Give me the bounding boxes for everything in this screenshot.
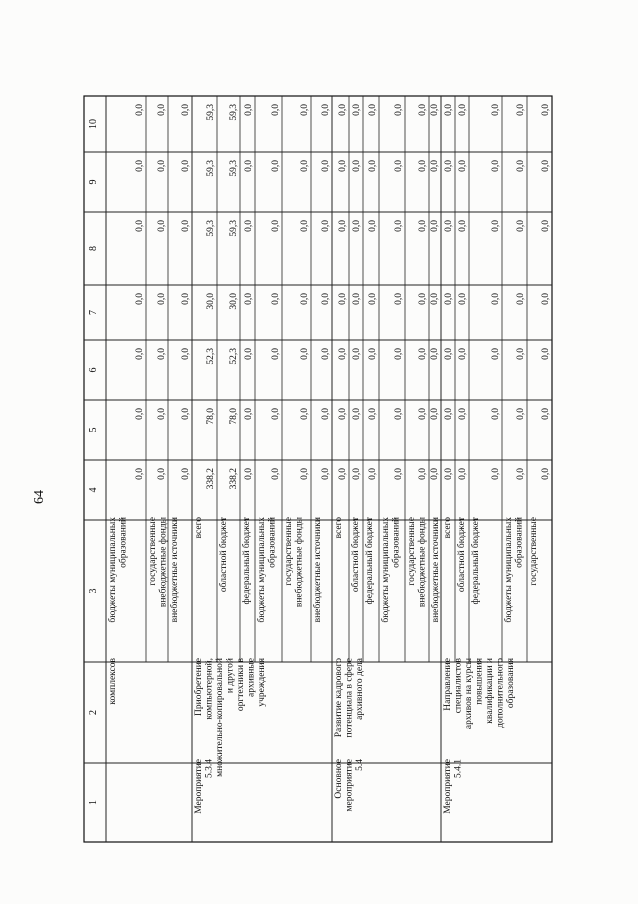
activity-description: потенциала в сфере [344,658,355,738]
table-cell-value: 0,0 [418,160,428,172]
funding-source-label: образований [391,517,402,568]
activity-description: архивов на курсы [464,658,474,730]
activity-code: 5.3.4 [204,759,215,778]
activity-description: архивные [246,658,257,697]
table-cell-value: 0,0 [516,408,526,420]
funding-source-label: бюджеты муниципальных [504,517,514,623]
table-cell-value: 0,0 [541,468,551,480]
funding-source-label: внебюджетные источники [313,517,323,623]
table-cell-value: 0,0 [352,293,362,305]
table-cell-value: 52,3 [206,348,216,365]
table-cell-value: 0,0 [394,220,404,232]
table-cell-value: 0,0 [300,160,310,172]
funding-source-label: внебюджетные фонды [417,517,428,608]
table-cell-value: 0,0 [418,293,428,305]
table-cell-value: 0,0 [491,160,501,172]
table-cell-value: 0,0 [458,104,468,116]
table-cell-value: 0,0 [321,468,331,480]
funding-source-label: всего [334,517,344,539]
table-cell-value: 0,0 [444,160,454,172]
table-cell-value: 0,0 [135,408,145,420]
table-cell-value: 0,0 [181,348,191,360]
table-cell-value: 0,0 [338,468,348,480]
table-cell-value: 0,0 [516,104,526,116]
table-cell-value: 0,0 [352,468,362,480]
activity-description: множительно-копировальной [215,658,225,777]
table-cell-value: 0,0 [458,293,468,305]
column-header: 9 [88,179,99,185]
table-cell-value: 0,0 [181,468,191,480]
funding-source-label: внебюджетные источники [431,517,441,623]
table-cell-value: 0,0 [368,408,378,420]
table-cell-value: 59,3 [229,160,239,177]
activity-description: архивного дела [355,658,365,720]
table-cell-value: 0,0 [516,160,526,172]
funding-source-label: образований [514,517,525,568]
table-cell-value: 0,0 [444,468,454,480]
table-cell-value: 0,0 [181,160,191,172]
table-cell-value: 0,0 [394,104,404,116]
column-header: 3 [88,588,99,594]
table-cell-value: 0,0 [394,408,404,420]
table-cell-value: 0,0 [321,408,331,420]
table-cell-value: 0,0 [300,220,310,232]
funding-source-label: бюджеты муниципальных [108,517,118,623]
page-number: 64 [32,490,47,504]
table-cell-value: 0,0 [244,408,254,420]
table-cell-value: 0,0 [135,468,145,480]
table-cell-value: 0,0 [157,468,167,480]
table-cell-value: 0,0 [516,220,526,232]
table-cell-value: 0,0 [300,293,310,305]
activity-description: квалификации и [485,658,495,724]
table-cell-value: 0,0 [458,408,468,420]
table-cell-value: 0,0 [444,348,454,360]
funding-source-label: федеральный бюджет [471,517,481,605]
table-cell-value: 0,0 [368,104,378,116]
table-cell-value: 0,0 [458,220,468,232]
table-cell-value: 0,0 [321,293,331,305]
column-header: 2 [88,710,99,715]
table-cell-value: 0,0 [418,348,428,360]
table-cell-value: 0,0 [491,408,501,420]
table-cell-value: 0,0 [491,468,501,480]
table-cell-value: 338,2 [206,468,216,490]
table-cell-value: 0,0 [491,220,501,232]
activity-description: комплексов [108,658,118,705]
activity-description: дополнительного [495,658,506,728]
table-cell-value: 0,0 [394,468,404,480]
table-cell-value: 78,0 [229,408,239,425]
funding-source-label: федеральный бюджет [242,517,252,605]
table-cell-value: 0,0 [444,293,454,305]
table-cell-value: 0,0 [181,220,191,232]
table-cell-value: 0,0 [352,408,362,420]
activity-description: Направление [443,658,453,711]
table-cell-value: 0,0 [300,468,310,480]
funding-source-label: бюджеты муниципальных [381,517,391,623]
table-cell-value: 0,0 [338,220,348,232]
table-cell-value: 0,0 [516,348,526,360]
table-cell-value: 0,0 [271,348,281,360]
table-cell-value: 0,0 [271,293,281,305]
table-cell-value: 0,0 [181,293,191,305]
activity-code: 5.4.1 [453,759,464,778]
funding-source-label: областной бюджет [219,517,229,593]
table-cell-value: 0,0 [352,220,362,232]
table-cell-value: 0,0 [157,348,167,360]
table-cell-value: 0,0 [458,468,468,480]
column-header: 4 [88,487,99,493]
table-cell-value: 0,0 [418,220,428,232]
funding-source-label: федеральный бюджет [365,517,375,605]
activity-description: Приобретение [194,658,204,716]
table-cell-value: 0,0 [338,348,348,360]
table-cell-value: 0,0 [352,104,362,116]
table-cell-value: 0,0 [430,160,440,172]
table-cell-value: 0,0 [541,348,551,360]
table-cell-value: 0,0 [430,468,440,480]
table-cell-value: 0,0 [541,408,551,420]
table-cell-value: 0,0 [181,408,191,420]
table-cell-value: 0,0 [444,220,454,232]
table-cell-value: 59,3 [229,220,239,237]
table-cell-value: 0,0 [516,468,526,480]
table-cell-value: 0,0 [491,104,501,116]
column-header: 10 [88,119,99,129]
table-cell-value: 0,0 [321,220,331,232]
table-cell-value: 0,0 [157,160,167,172]
table-cell-value: 0,0 [321,348,331,360]
funding-source-label: внебюджетные фонды [294,517,305,608]
table-cell-value: 0,0 [271,104,281,116]
table-cell-value: 30,0 [206,293,216,310]
table-cell-value: 78,0 [206,408,216,425]
table-cell-value: 0,0 [271,160,281,172]
table-cell-value: 0,0 [516,293,526,305]
table-cell-value: 0,0 [157,293,167,305]
table-cell-value: 0,0 [394,348,404,360]
table-border [84,96,552,842]
table-cell-value: 0,0 [368,468,378,480]
table-cell-value: 59,3 [229,104,239,121]
table-cell-value: 0,0 [244,293,254,305]
column-header: 6 [88,367,99,373]
activity-description: образования [506,658,516,709]
activity-code: мероприятие [344,759,355,812]
table-cell-value: 0,0 [244,220,254,232]
table-cell-value: 0,0 [321,104,331,116]
table-cell-value: 0,0 [244,160,254,172]
table-cell-value: 0,0 [321,160,331,172]
table-cell-value: 0,0 [271,408,281,420]
table-cell-value: 0,0 [444,408,454,420]
table-cell-value: 0,0 [430,293,440,305]
activity-code: 5.4 [355,759,365,771]
table-cell-value: 0,0 [244,104,254,116]
table-cell-value: 0,0 [418,104,428,116]
table-cell-value: 0,0 [157,408,167,420]
funding-source-label: государственные [407,517,417,586]
table-cell-value: 0,0 [430,348,440,360]
table-cell-value: 0,0 [430,408,440,420]
table-cell-value: 0,0 [368,160,378,172]
table-cell-value: 0,0 [244,348,254,360]
activity-description: Развитие кадрового [334,658,344,738]
table-cell-value: 0,0 [352,348,362,360]
table-cell-value: 0,0 [368,348,378,360]
table-cell-value: 0,0 [271,220,281,232]
table-cell-value: 0,0 [541,104,551,116]
funding-source-label: образований [118,517,129,568]
table-cell-value: 0,0 [135,160,145,172]
table-cell-value: 0,0 [181,104,191,116]
table-cell-value: 0,0 [394,160,404,172]
activity-description: повышения [474,658,485,705]
table-cell-value: 0,0 [430,104,440,116]
table-cell-value: 0,0 [418,468,428,480]
activity-description: компьютерной, [204,658,215,720]
table-cell-value: 0,0 [491,293,501,305]
activity-code: Мероприятие [194,759,204,814]
column-header: 7 [88,310,99,315]
funding-source-label: государственные [529,517,539,586]
table-cell-value: 59,3 [206,160,216,177]
table-cell-value: 0,0 [300,408,310,420]
funding-source-label: образований [267,517,278,568]
table-cell-value: 0,0 [271,468,281,480]
table-cell-value: 338,2 [229,468,239,490]
table-cell-value: 0,0 [352,160,362,172]
activity-description: учреждения [257,658,267,707]
column-header: 1 [88,800,99,805]
table-cell-value: 0,0 [338,104,348,116]
table-cell-value: 0,0 [430,220,440,232]
funding-source-label: областной бюджет [351,517,361,593]
table-cell-value: 0,0 [338,293,348,305]
table-cell-value: 0,0 [157,104,167,116]
table-cell-value: 59,3 [206,220,216,237]
table-cell-value: 0,0 [418,408,428,420]
table-cell-value: 0,0 [541,293,551,305]
funding-source-label: всего [443,517,453,539]
table-cell-value: 0,0 [394,293,404,305]
table-cell-value: 0,0 [300,104,310,116]
table-cell-value: 0,0 [300,348,310,360]
funding-source-label: областной бюджет [457,517,467,593]
table-cell-value: 0,0 [244,468,254,480]
table-cell-value: 0,0 [444,104,454,116]
table-cell-value: 52,3 [229,348,239,365]
funding-source-label: внебюджетные фонды [158,517,169,608]
table-cell-value: 0,0 [135,104,145,116]
funding-source-label: бюджеты муниципальных [257,517,267,623]
table-cell-value: 0,0 [368,220,378,232]
table-cell-value: 0,0 [541,220,551,232]
funding-source-label: внебюджетные источники [170,517,180,623]
table-cell-value: 0,0 [491,348,501,360]
table-cell-value: 30,0 [229,293,239,310]
activity-description: специалистов [453,658,464,714]
table-cell-value: 0,0 [541,160,551,172]
activity-code: Мероприятие [443,759,453,814]
table-cell-value: 0,0 [458,348,468,360]
funding-source-label: государственные [148,517,158,586]
activity-description: оргтехники в [236,658,246,712]
funding-source-label: всего [194,517,204,539]
table-cell-value: 0,0 [338,160,348,172]
table-cell-value: 0,0 [135,220,145,232]
column-header: 8 [88,246,99,251]
table-cell-value: 0,0 [135,293,145,305]
activity-code: Основное [334,759,344,799]
activity-description: и другой [225,658,236,694]
funding-source-label: государственные [284,517,294,586]
table-cell-value: 59,3 [206,104,216,121]
table-cell-value: 0,0 [458,160,468,172]
table-cell-value: 0,0 [157,220,167,232]
table-cell-value: 0,0 [135,348,145,360]
table-cell-value: 0,0 [368,293,378,305]
column-header: 5 [88,427,99,433]
table-cell-value: 0,0 [338,408,348,420]
